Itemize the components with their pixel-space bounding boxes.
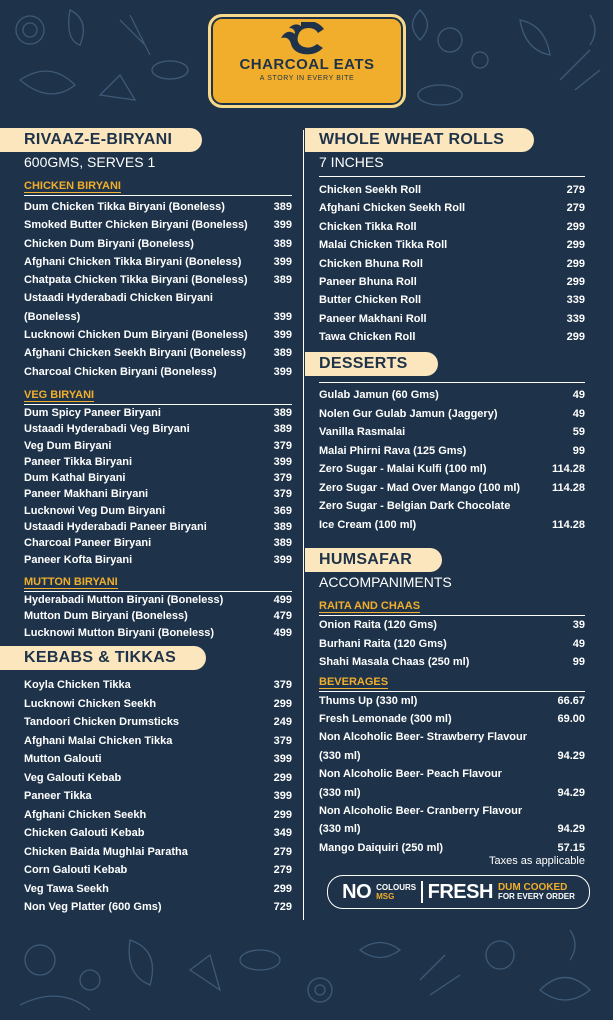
menu-item-name: Mango Daiquiri (250 ml) <box>319 841 444 854</box>
menu-item-name: Dum Chicken Tikka Biryani (Boneless) <box>24 201 225 213</box>
menu-item <box>319 199 585 217</box>
menu-item-price: 499 <box>273 593 292 606</box>
menu-item-price: 69.00 <box>557 712 585 725</box>
divider <box>319 382 585 383</box>
brand-logo <box>208 14 406 108</box>
menu-item-name: Malai Chicken Tikka Roll <box>319 239 448 252</box>
no-label: NO <box>342 880 372 903</box>
category-label: BEVERAGES <box>319 675 389 688</box>
section-subtitle: 7 INCHES <box>319 154 384 170</box>
menu-item-name: Dum Kathal Biryani <box>24 472 126 485</box>
menu-item-name: Vanilla Rasmalai <box>319 426 406 438</box>
menu-item-name: Nolen Gur Gulab Jamun (Jaggery) <box>319 407 498 420</box>
menu-item-name: Afghani Malai Chicken Tikka <box>24 734 173 747</box>
menu-item-name: Mutton Galouti <box>24 753 102 765</box>
divider <box>24 195 292 196</box>
menu-item-name: Chicken Dum Biryani (Boneless) <box>24 237 194 250</box>
menu-item <box>24 486 292 502</box>
menu-item-price: 389 <box>273 521 292 534</box>
menu-item <box>319 236 585 254</box>
menu-item <box>319 181 585 199</box>
menu-item <box>24 880 292 899</box>
menu-item-price: 299 <box>566 275 585 288</box>
menu-item-name: Non Alcoholic Beer- Strawberry Flavour <box>319 731 528 744</box>
menu-item-price: 114.28 <box>551 463 585 475</box>
section-kebabs <box>0 646 292 917</box>
menu-item-name: Zero Sugar - Mad Over Mango (100 ml) <box>319 481 521 494</box>
menu-item <box>319 386 585 405</box>
menu-item-price: 389 <box>273 237 292 250</box>
menu-item-name: Chicken Seekh Roll <box>319 184 422 196</box>
menu-item-name: Thums Up (330 ml) <box>319 694 418 707</box>
menu-item-name: Burhani Raita (120 Gms) <box>319 637 447 650</box>
menu-item-name: Non Alcoholic Beer- Cranberry Flavour <box>319 804 523 817</box>
section-biryani <box>0 128 292 641</box>
menu-item-name-cont: (330 ml) <box>319 749 361 762</box>
msg-label: MSG <box>376 892 395 901</box>
menu-item <box>24 519 292 535</box>
menu-item-price: 349 <box>273 827 292 839</box>
menu-item <box>319 710 585 728</box>
menu-item-name: Chicken Tikka Roll <box>319 220 417 233</box>
menu-item-price: 379 <box>273 439 292 452</box>
menu-item <box>24 235 292 253</box>
menu-item-name: Charcoal Chicken Biryani (Boneless) <box>24 365 217 378</box>
menu-item <box>24 769 292 788</box>
menu-item-name: Veg Tawa Seekh <box>24 882 109 895</box>
section-title: HUMSAFAR <box>305 548 442 572</box>
menu-item-name: Paneer Tikka Biryani <box>24 455 133 468</box>
menu-item-name: Afghani Chicken Seekh <box>24 808 147 821</box>
category-label: RAITA AND CHAAS <box>319 600 421 612</box>
menu-item-price: 94.29 <box>557 749 585 762</box>
menu-item <box>319 460 585 479</box>
menu-item-name: Lucknowi Mutton Biryani (Boneless) <box>24 626 215 639</box>
section-desserts <box>305 352 585 534</box>
section-subtitle: ACCOMPANIMENTS <box>319 574 452 590</box>
menu-item-name: Mutton Dum Biryani (Boneless) <box>24 610 188 623</box>
menu-item <box>24 271 292 289</box>
category-label: CHICKEN BIRYANI <box>24 180 121 192</box>
menu-item <box>24 289 292 326</box>
column-divider <box>303 130 304 920</box>
food-doodle-pattern-bottom <box>0 910 613 1020</box>
menu-item-price: 399 <box>273 255 292 268</box>
menu-item-price: 399 <box>273 219 292 232</box>
menu-item-price: 279 <box>273 864 292 876</box>
menu-item-name: Veg Dum Biryani <box>24 439 112 452</box>
menu-item <box>319 405 585 424</box>
section-humsafar <box>305 548 585 857</box>
menu-item-price: 479 <box>273 610 292 623</box>
menu-item-name-cont: (330 ml) <box>319 823 361 836</box>
menu-item <box>24 750 292 769</box>
menu-item-price: 379 <box>273 734 292 747</box>
menu-item <box>319 802 585 839</box>
menu-item <box>319 479 585 498</box>
menu-item-name: Paneer Makhani Roll <box>319 312 427 325</box>
menu-item-price: 379 <box>273 472 292 485</box>
menu-item-name: Non Alcoholic Beer- Peach Flavour <box>319 768 502 781</box>
menu-item-price: 299 <box>273 882 292 895</box>
menu-item-name: Afghani Chicken Seekh Biryani (Boneless) <box>24 347 246 360</box>
menu-item-name: Afghani Chicken Seekh Roll <box>319 202 466 215</box>
menu-item-name: Zero Sugar - Malai Kulfi (100 ml) <box>319 463 487 475</box>
menu-item-price: 49 <box>572 407 585 420</box>
menu-item-price: 114.28 <box>551 481 585 494</box>
menu-item-price: 369 <box>273 504 292 517</box>
menu-item-price: 379 <box>273 679 292 691</box>
menu-item-name: Ustaadi Hyderabadi Chicken Biryani <box>24 292 213 305</box>
menu-item <box>319 616 585 635</box>
menu-item <box>24 608 292 625</box>
menu-item-price: 389 <box>273 537 292 550</box>
menu-item-name: Zero Sugar - Belgian Dark Chocolate <box>319 500 511 512</box>
menu-item-name-cont: (330 ml) <box>319 786 361 799</box>
flame-c-logo-icon <box>279 22 335 56</box>
menu-item <box>24 470 292 486</box>
menu-item <box>319 273 585 291</box>
section-title: WHOLE WHEAT ROLLS <box>305 128 534 152</box>
menu-item <box>319 328 585 346</box>
menu-item <box>24 787 292 806</box>
menu-item-name: Malai Phirni Rava (125 Gms) <box>319 444 467 457</box>
menu-item <box>24 535 292 551</box>
menu-item-price: 49 <box>572 389 585 401</box>
menu-item-name: Charcoal Paneer Biryani <box>24 537 152 550</box>
menu-item <box>24 326 292 344</box>
menu-item-price: 339 <box>566 312 585 325</box>
section-title: KEBABS & TIKKAS <box>0 646 206 670</box>
menu-item-price: 249 <box>273 716 292 728</box>
menu-item-price: 399 <box>273 365 292 378</box>
menu-item <box>24 806 292 825</box>
menu-item-name: Chatpata Chicken Tikka Biryani (Boneless) <box>24 274 248 287</box>
menu-item <box>24 676 292 695</box>
menu-item-price: 299 <box>566 331 585 344</box>
menu-item-name: Koyla Chicken Tikka <box>24 679 131 691</box>
menu-item-name: Chicken Bhuna Roll <box>319 257 423 270</box>
menu-item-name: Shahi Masala Chaas (250 ml) <box>319 656 470 668</box>
menu-item <box>319 497 585 534</box>
menu-item-name: Hyderabadi Mutton Biryani (Boneless) <box>24 593 224 606</box>
menu-item-price: 94.29 <box>557 823 585 836</box>
menu-item-name: Ustaadi Hyderabadi Veg Biryani <box>24 423 190 436</box>
menu-item-price: 279 <box>273 845 292 858</box>
menu-item-name: Onion Raita (120 Gms) <box>319 619 437 631</box>
menu-item <box>24 438 292 454</box>
menu-item <box>24 592 292 609</box>
menu-item-price: 399 <box>273 790 292 802</box>
section-rolls <box>305 128 585 347</box>
menu-item-price: 399 <box>273 329 292 342</box>
menu-item <box>319 765 585 802</box>
section-title: DESSERTS <box>305 352 438 376</box>
menu-item <box>319 218 585 236</box>
menu-item-price: 389 <box>273 423 292 436</box>
menu-item-price: 49 <box>572 637 585 650</box>
section-title: RIVAAZ-E-BIRYANI <box>0 128 202 152</box>
menu-item-name: Ustaadi Hyderabadi Paneer Biryani <box>24 521 207 534</box>
menu-item-name: Veg Galouti Kebab <box>24 771 122 784</box>
menu-item <box>24 253 292 271</box>
menu-item <box>24 405 292 421</box>
menu-item <box>24 713 292 732</box>
menu-item <box>24 898 292 917</box>
menu-item-name-cont: (Boneless) <box>24 310 81 323</box>
menu-item-price: 399 <box>273 553 292 566</box>
fresh-label: FRESH <box>427 880 493 903</box>
menu-item <box>319 728 585 765</box>
menu-item <box>24 843 292 862</box>
menu-item-price: 99 <box>572 656 585 668</box>
menu-item <box>24 344 292 362</box>
every-order-label: FOR EVERY ORDER <box>497 892 575 901</box>
dum-cooked-text <box>498 883 575 901</box>
menu-item-name: Lucknowi Chicken Seekh <box>24 697 157 710</box>
menu-item-price: 729 <box>273 901 292 913</box>
menu-item-name: Gulab Jamun (60 Gms) <box>319 389 439 401</box>
menu-item-price: 339 <box>566 294 585 307</box>
menu-item-price: 389 <box>273 406 292 419</box>
menu-item-price: 299 <box>566 220 585 233</box>
menu-item-price: 94.29 <box>557 786 585 799</box>
category-label: MUTTON BIRYANI <box>24 575 118 588</box>
menu-item-price: 399 <box>273 455 292 468</box>
menu-item <box>24 695 292 714</box>
menu-item <box>24 421 292 437</box>
menu-item <box>24 552 292 568</box>
menu-item-price: 99 <box>572 444 585 457</box>
brand-name: CHARCOAL EATS <box>239 56 375 73</box>
menu-item-name: Paneer Tikka <box>24 790 92 802</box>
menu-item-name: Non Veg Platter (600 Gms) <box>24 901 162 913</box>
menu-item-name: Paneer Makhani Biryani <box>24 488 149 501</box>
menu-item <box>319 423 585 442</box>
menu-item-price: 279 <box>566 184 585 196</box>
menu-item-price: 299 <box>273 771 292 784</box>
menu-item-price: 399 <box>273 753 292 765</box>
menu-item-price: 499 <box>273 626 292 639</box>
menu-item <box>319 310 585 328</box>
taxes-note: Taxes as applicable <box>488 855 585 867</box>
menu-item-name: Tawa Chicken Roll <box>319 331 416 344</box>
menu-item-name: Lucknowi Veg Dum Biryani <box>24 504 166 517</box>
menu-item-name: Paneer Bhuna Roll <box>319 275 417 288</box>
menu-item-name: Butter Chicken Roll <box>319 294 422 307</box>
menu-item-price: 39 <box>572 619 585 631</box>
menu-item-name-cont: Ice Cream (100 ml) <box>319 518 417 531</box>
menu-item-price: 389 <box>273 347 292 360</box>
menu-item-price: 399 <box>273 310 292 323</box>
menu-item <box>24 198 292 216</box>
menu-item-name: Tandoori Chicken Drumsticks <box>24 716 180 728</box>
menu-item-price: 389 <box>273 274 292 287</box>
menu-item-name: Dum Spicy Paneer Biryani <box>24 406 161 419</box>
menu-item-price: 279 <box>566 202 585 215</box>
menu-item-price: 379 <box>273 488 292 501</box>
menu-item-name: Lucknowi Chicken Dum Biryani (Boneless) <box>24 329 248 342</box>
section-subtitle: 600GMS, SERVES 1 <box>24 154 156 170</box>
menu-item <box>24 454 292 470</box>
menu-item-price: 57.15 <box>557 841 585 854</box>
menu-item <box>319 255 585 273</box>
menu-item <box>319 291 585 309</box>
menu-item-price: 299 <box>273 808 292 821</box>
menu-item-name: Paneer Kofta Biryani <box>24 553 133 566</box>
menu-item-name: Chicken Baida Mughlai Paratha <box>24 845 188 858</box>
menu-item-price: 59 <box>572 426 585 438</box>
menu-item-price: 114.28 <box>551 518 585 531</box>
menu-item-price: 389 <box>273 201 292 213</box>
menu-item <box>24 625 292 642</box>
menu-item <box>319 635 585 654</box>
dum-cooked-label: DUM COOKED <box>497 882 568 893</box>
menu-item <box>319 653 585 672</box>
menu-item <box>24 732 292 751</box>
divider <box>319 176 585 177</box>
category-label: VEG BIRYANI <box>24 388 95 401</box>
menu-item <box>24 503 292 519</box>
colours-label: COLOURS <box>376 883 417 892</box>
menu-item <box>24 363 292 381</box>
brand-tagline: A STORY IN EVERY BITE <box>259 75 355 82</box>
menu-item <box>24 824 292 843</box>
menu-item <box>319 692 585 710</box>
quality-badge <box>327 875 590 909</box>
menu-item <box>24 216 292 234</box>
menu-item <box>24 861 292 880</box>
menu-item-price: 299 <box>273 697 292 710</box>
menu-item-name: Smoked Butter Chicken Biryani (Boneless) <box>24 219 248 232</box>
no-colours-msg <box>376 883 416 901</box>
menu-item-price: 299 <box>566 239 585 252</box>
menu-item <box>319 442 585 461</box>
menu-item-name: Fresh Lemonade (300 ml) <box>319 712 452 725</box>
menu-item-name: Chicken Galouti Kebab <box>24 827 145 839</box>
badge-separator <box>421 881 423 903</box>
menu-item-price: 299 <box>566 257 585 270</box>
menu-item-price: 66.67 <box>557 694 585 707</box>
menu-item-name: Corn Galouti Kebab <box>24 864 128 876</box>
menu-item-name: Afghani Chicken Tikka Biryani (Boneless) <box>24 255 242 268</box>
